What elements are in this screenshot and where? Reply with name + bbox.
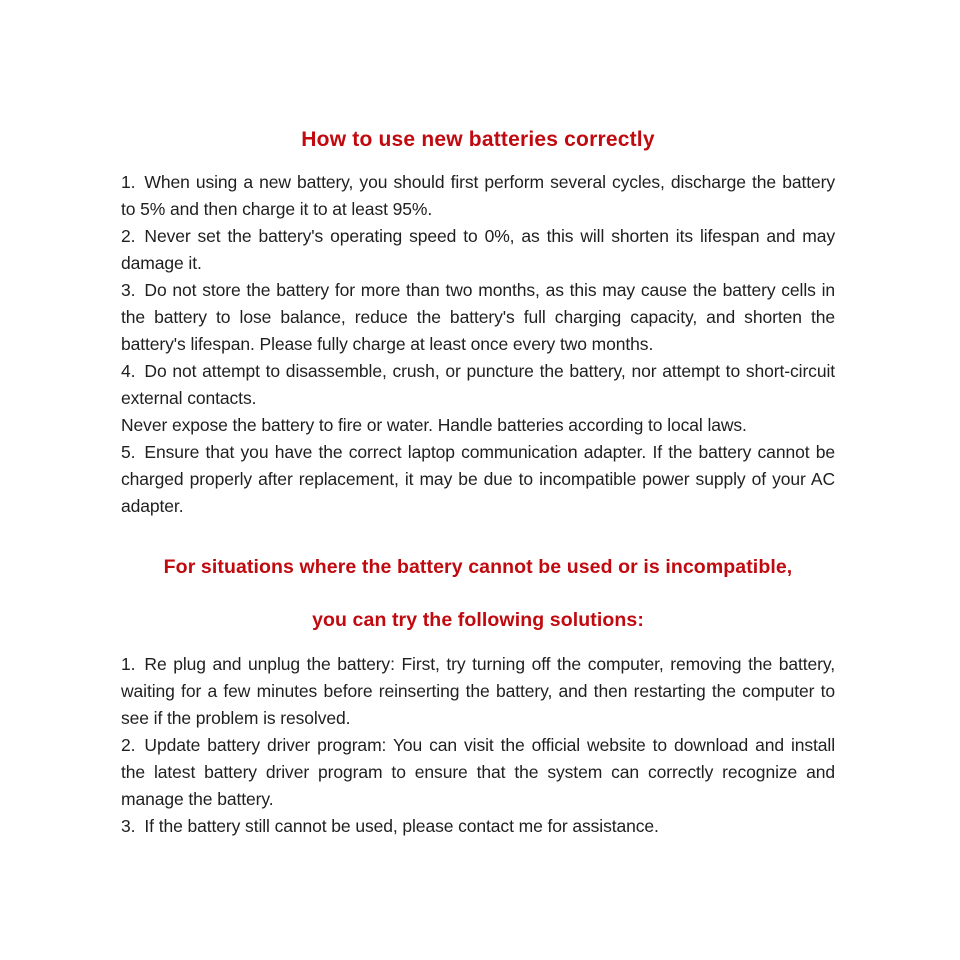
item-text: If the battery still cannot be used, please contact me for assistance.	[144, 816, 659, 836]
item-number: 1.	[121, 172, 136, 192]
item-text: Do not store the battery for more than two months, as this may cause the battery cells in the battery to lose balance, reduce the battery's full charging capacity, and shorten the battery's lifespan. Please fully charge at least once every two months.	[121, 280, 835, 354]
battery-usage-instructions-section	[121, 169, 835, 520]
item-text: Do not attempt to disassemble, crush, or puncture the battery, nor attempt to short-circuit external contacts.	[121, 361, 835, 408]
item-number: 3.	[121, 816, 136, 836]
item-number: 3.	[121, 280, 136, 300]
item-number: 2.	[121, 226, 136, 246]
item-number: 4.	[121, 361, 136, 381]
instruction-note	[121, 412, 835, 439]
item-number: 2.	[121, 735, 136, 755]
item-number: 5.	[121, 442, 136, 462]
solution-item-1	[121, 651, 835, 732]
instruction-item-2	[121, 223, 835, 277]
item-text: Re plug and unplug the battery: First, try turning off the computer, removing the battery, waiting for a few minutes before reinserting the battery, and then restarting the computer to see if the problem is resolved.	[121, 654, 835, 728]
item-text: Never set the battery's operating speed to 0%, as this will shorten its lifespan and may damage it.	[121, 226, 835, 273]
item-text: Ensure that you have the correct laptop communication adapter. If the battery cannot be charged properly after replacement, it may be due to incompatible power supply of your AC adapter.	[121, 442, 835, 516]
item-text: When using a new battery, you should first perform several cycles, discharge the battery to 5% and then charge it to at least 95%.	[121, 172, 835, 219]
instruction-item-3	[121, 277, 835, 358]
document-content	[121, 128, 835, 840]
troubleshooting-solutions-section	[121, 651, 835, 840]
item-text: Update battery driver program: You can visit the official website to download and install the latest battery driver program to ensure that the system can correctly recognize and manage the battery.	[121, 735, 835, 809]
item-number: 1.	[121, 654, 136, 674]
solution-item-2	[121, 732, 835, 813]
solution-item-3	[121, 813, 835, 840]
instruction-item-5	[121, 439, 835, 520]
troubleshooting-heading-line2: you can try the following solutions:	[312, 609, 644, 631]
troubleshooting-heading-line1: For situations where the battery cannot be used or is incompatible,	[163, 556, 793, 578]
item-text: Never expose the battery to fire or water. Handle batteries according to local laws.	[121, 415, 747, 435]
page-title: How to use new batteries correctly	[301, 128, 655, 151]
instruction-item-4	[121, 358, 835, 412]
instruction-item-1	[121, 169, 835, 223]
